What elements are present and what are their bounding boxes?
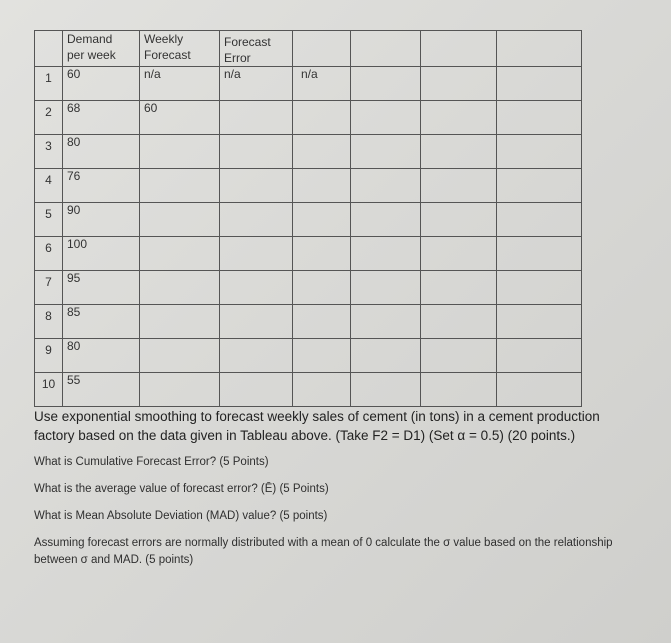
empty-cell bbox=[421, 101, 497, 135]
error-cell bbox=[220, 203, 293, 237]
extra-cell bbox=[293, 373, 351, 407]
error-cell bbox=[220, 135, 293, 169]
demand-cell: 100 bbox=[63, 237, 140, 271]
extra-cell bbox=[293, 101, 351, 135]
header-week bbox=[35, 31, 63, 67]
forecast-cell bbox=[140, 203, 220, 237]
empty-cell bbox=[497, 339, 582, 373]
table-header-row bbox=[35, 31, 582, 67]
extra-cell bbox=[293, 169, 351, 203]
forecast-cell: n/a bbox=[140, 67, 220, 101]
week-cell: 9 bbox=[35, 339, 63, 373]
empty-cell bbox=[497, 373, 582, 407]
week-cell: 2 bbox=[35, 101, 63, 135]
error-cell bbox=[220, 373, 293, 407]
week-cell: 4 bbox=[35, 169, 63, 203]
header-empty bbox=[293, 31, 351, 67]
demand-cell: 95 bbox=[63, 271, 140, 305]
demand-cell: 55 bbox=[63, 373, 140, 407]
demand-cell: 76 bbox=[63, 169, 140, 203]
empty-cell bbox=[421, 373, 497, 407]
empty-cell bbox=[351, 169, 421, 203]
empty-cell bbox=[497, 135, 582, 169]
table-row bbox=[35, 67, 582, 101]
empty-cell bbox=[351, 305, 421, 339]
empty-cell bbox=[351, 237, 421, 271]
extra-cell bbox=[293, 271, 351, 305]
week-cell: 3 bbox=[35, 135, 63, 169]
extra-cell bbox=[293, 135, 351, 169]
empty-cell bbox=[351, 271, 421, 305]
week-cell: 5 bbox=[35, 203, 63, 237]
forecast-cell bbox=[140, 339, 220, 373]
table-row bbox=[35, 237, 582, 271]
table-row bbox=[35, 339, 582, 373]
empty-cell bbox=[421, 305, 497, 339]
error-cell bbox=[220, 237, 293, 271]
header-error: Forecast Error bbox=[220, 31, 293, 67]
question-section bbox=[34, 407, 634, 569]
error-cell bbox=[220, 169, 293, 203]
forecast-cell bbox=[140, 271, 220, 305]
empty-cell bbox=[421, 67, 497, 101]
empty-cell bbox=[421, 203, 497, 237]
empty-cell bbox=[351, 373, 421, 407]
empty-cell bbox=[497, 203, 582, 237]
extra-cell bbox=[293, 305, 351, 339]
header-empty bbox=[497, 31, 582, 67]
question-1: What is Cumulative Forecast Error? (5 Points) bbox=[34, 456, 269, 468]
empty-cell bbox=[351, 67, 421, 101]
extra-cell: n/a bbox=[293, 67, 351, 101]
empty-cell bbox=[497, 169, 582, 203]
header-demand: Demand per week bbox=[63, 31, 140, 67]
week-cell: 1 bbox=[35, 67, 63, 101]
table-row bbox=[35, 305, 582, 339]
error-cell bbox=[220, 101, 293, 135]
table-row bbox=[35, 169, 582, 203]
table-row bbox=[35, 135, 582, 169]
question-3: What is Mean Absolute Deviation (MAD) value? (5 points) bbox=[34, 510, 328, 522]
table-row bbox=[35, 271, 582, 305]
empty-cell bbox=[421, 271, 497, 305]
empty-cell bbox=[497, 101, 582, 135]
forecast-cell bbox=[140, 305, 220, 339]
forecast-cell bbox=[140, 169, 220, 203]
header-empty bbox=[421, 31, 497, 67]
extra-cell bbox=[293, 203, 351, 237]
instructions-text: Use exponential smoothing to forecast weekly sales of cement (in tons) in a cement production factory based on the data given in Tableau above. (Take F2 = D1) (Set α = 0.5) (20 points.) bbox=[34, 409, 600, 443]
demand-cell: 60 bbox=[63, 67, 140, 101]
error-cell bbox=[220, 305, 293, 339]
demand-cell: 90 bbox=[63, 203, 140, 237]
forecast-cell bbox=[140, 373, 220, 407]
header-empty bbox=[351, 31, 421, 67]
table-row bbox=[35, 203, 582, 237]
empty-cell bbox=[497, 67, 582, 101]
question-4: Assuming forecast errors are normally distributed with a mean of 0 calculate the σ value based on the relationship between σ and MAD. (5 points) bbox=[34, 537, 613, 566]
empty-cell bbox=[351, 203, 421, 237]
empty-cell bbox=[421, 339, 497, 373]
empty-cell bbox=[421, 135, 497, 169]
error-cell bbox=[220, 271, 293, 305]
empty-cell bbox=[421, 169, 497, 203]
question-2: What is the average value of forecast error? (Ē) (5 Points) bbox=[34, 483, 329, 495]
table-row bbox=[35, 373, 582, 407]
error-cell bbox=[220, 339, 293, 373]
error-cell: n/a bbox=[220, 67, 293, 101]
empty-cell bbox=[497, 237, 582, 271]
forecast-cell bbox=[140, 237, 220, 271]
empty-cell bbox=[351, 339, 421, 373]
demand-cell: 85 bbox=[63, 305, 140, 339]
extra-cell bbox=[293, 237, 351, 271]
header-forecast: Weekly Forecast bbox=[140, 31, 220, 67]
empty-cell bbox=[421, 237, 497, 271]
week-cell: 8 bbox=[35, 305, 63, 339]
table-row bbox=[35, 101, 582, 135]
demand-cell: 80 bbox=[63, 135, 140, 169]
empty-cell bbox=[351, 135, 421, 169]
week-cell: 6 bbox=[35, 237, 63, 271]
forecast-cell bbox=[140, 135, 220, 169]
empty-cell bbox=[497, 305, 582, 339]
demand-cell: 68 bbox=[63, 101, 140, 135]
forecast-cell: 60 bbox=[140, 101, 220, 135]
extra-cell bbox=[293, 339, 351, 373]
week-cell: 10 bbox=[35, 373, 63, 407]
data-table bbox=[34, 30, 582, 407]
demand-cell: 80 bbox=[63, 339, 140, 373]
week-cell: 7 bbox=[35, 271, 63, 305]
empty-cell bbox=[497, 271, 582, 305]
empty-cell bbox=[351, 101, 421, 135]
